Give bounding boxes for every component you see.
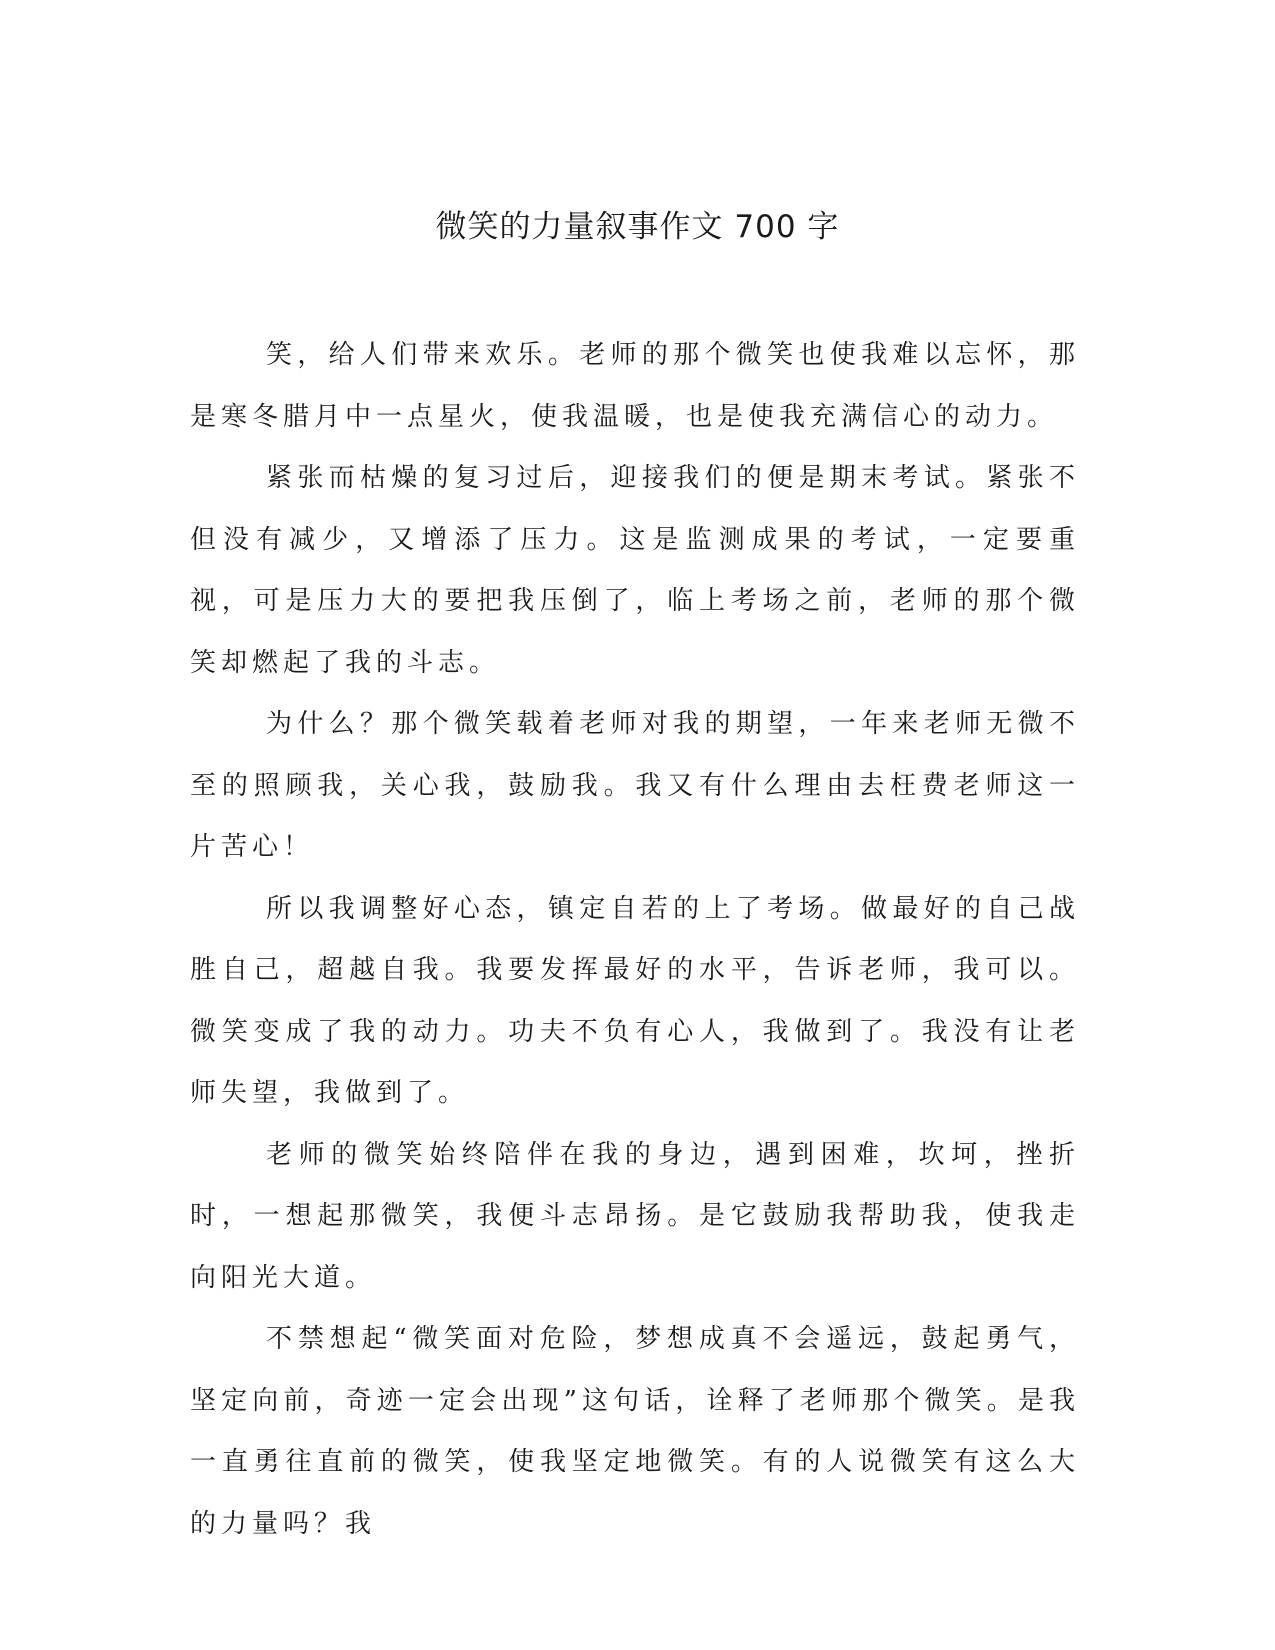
document-title: 微笑的力量叙事作文 700 字 [435, 209, 840, 245]
paragraph-4: 所以我调整好心态，镇定自若的上了考场。做最好的自己战胜自己，超越自我。我要发挥最好的水平，告诉老师，我可以。微笑变成了我的动力。功夫不负有心人，我做到了。我没有让老师失望，我做到了。 [190, 893, 1080, 1108]
paragraph-1: 笑，给人们带来欢乐。老师的那个微笑也使我难以忘怀，那是寒冬腊月中一点星火，使我温暖，也是使我充满信心的动力。 [190, 340, 1080, 432]
essay-body [190, 325, 1080, 1555]
paragraph-2: 紧张而枯燥的复习过后，迎接我们的便是期末考试。紧张不但没有减少，又增添了压力。这是监测成果的考试，一定要重视，可是压力大的要把我压倒了，临上考场之前，老师的那个微笑却燃起了我的斗志。 [190, 463, 1080, 678]
paragraph-5: 老师的微笑始终陪伴在我的身边，遇到困难，坎坷，挫折时，一想起那微笑，我便斗志昂扬。是它鼓励我帮助我，使我走向阳光大道。 [190, 1139, 1080, 1293]
paragraph-6: 不禁想起“微笑面对危险，梦想成真不会遥远，鼓起勇气，坚定向前，奇迹一定会出现”这句话，诠释了老师那个微笑。是我一直勇往直前的微笑，使我坚定地微笑。有的人说微笑有这么大的力量吗？我 [190, 1324, 1080, 1539]
paragraph-3: 为什么？那个微笑载着老师对我的期望，一年来老师无微不至的照顾我，关心我，鼓励我。我又有什么理由去枉费老师这一片苦心！ [190, 709, 1080, 862]
